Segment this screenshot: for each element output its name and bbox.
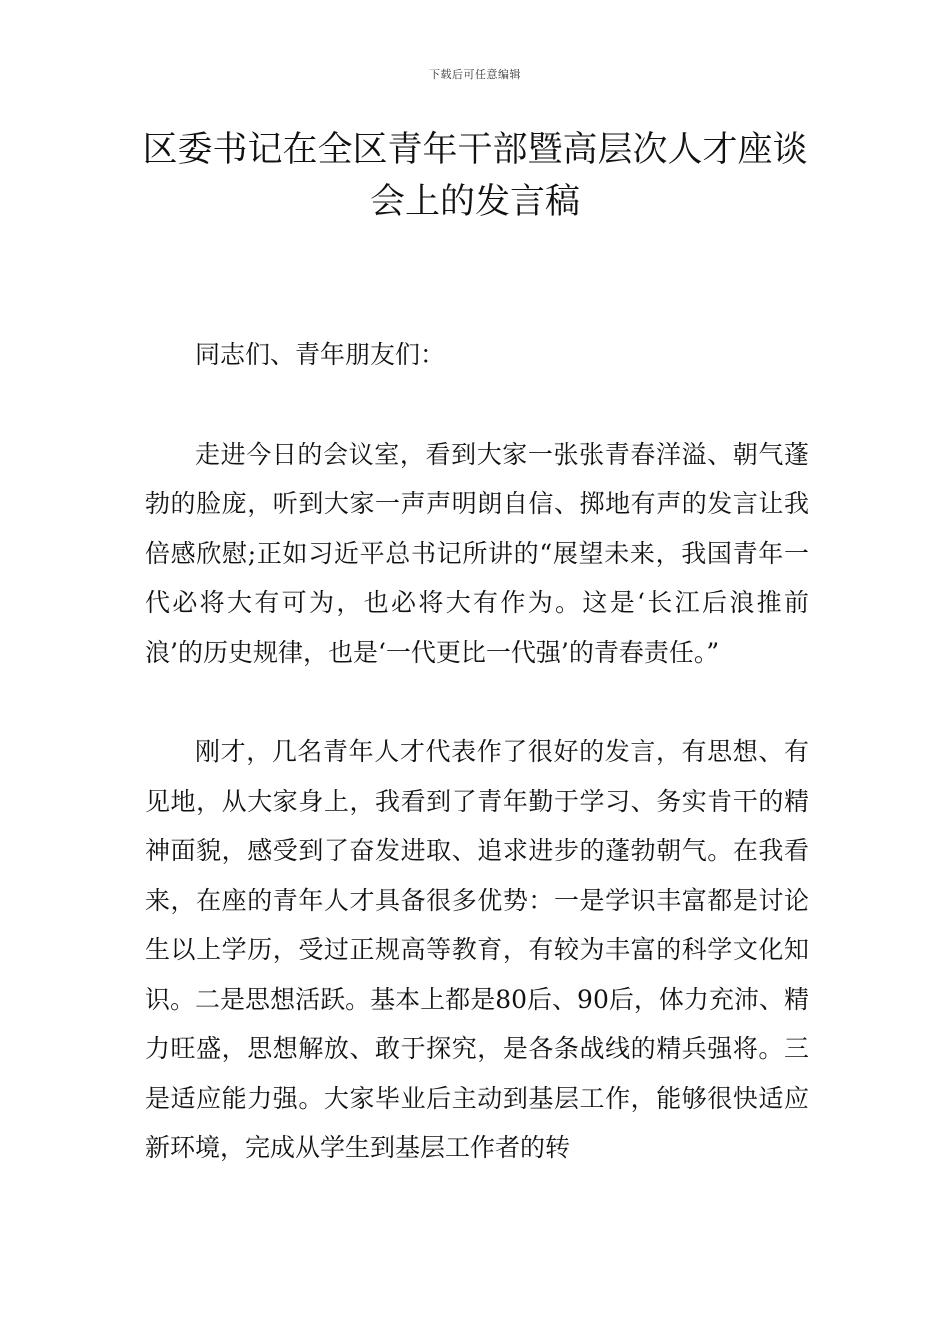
- paragraph-salutation: 同志们、青年朋友们：: [195, 340, 446, 369]
- header-note: 下载后可任意编辑: [429, 68, 521, 81]
- paragraph-opening: 走进今日的会议室，看到大家一张张青春洋溢、朝气蓬勃的脸庞，听到大家一声声明朗自信、掷地有声的发言让我倍感欣慰;正如习近平总书记所讲的“展望未来，我国青年一代必将大有可为，也必将大有作为。这是‘长江后浪推前浪’的历史规律，也是‘一代更比一代强’的青春责任。”: [145, 439, 809, 667]
- paragraph-advantages: 刚才，几名青年人才代表作了很好的发言，有思想、有见地，从大家身上，我看到了青年勤于学习、务实肯干的精神面貌，感受到了奋发进取、追求进步的蓬勃朝气。在我看来，在座的青年人才具备很多优势：一是学识丰富都是讨论生以上学历，受过正规高等教育，有较为丰富的科学文化知识。二是思想活跃。基本上都是80后、90后，体力充沛、精力旺盛，思想解放、敢于探究，是各条战线的精兵强将。三是适应能力强。大家毕业后主动到基层工作，能够很快适应新环境，完成从学生到基层工作者的转: [145, 737, 809, 1162]
- document-body: [145, 330, 809, 1173]
- document-title: 区委书记在全区青年干部暨高层次人才座谈会上的发言稿: [142, 130, 808, 222]
